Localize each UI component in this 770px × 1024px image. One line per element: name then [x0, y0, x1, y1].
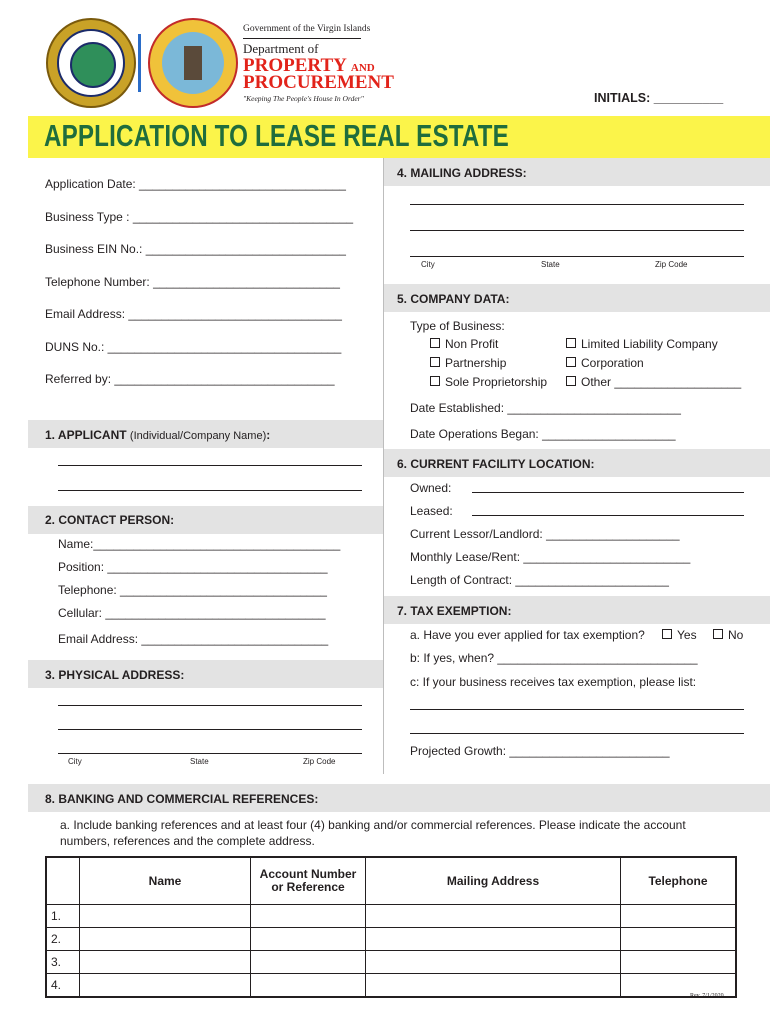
contact-position-field[interactable]: Position: _________________________________ — [58, 560, 328, 574]
tagline: "Keeping The People's House In Order" — [243, 94, 364, 103]
physical-line-3[interactable] — [58, 753, 362, 754]
projected-growth-field[interactable]: Projected Growth: ________________________ — [410, 744, 670, 758]
row-number: 4. — [46, 974, 80, 998]
contact-email-field[interactable]: Email Address: ____________________________ — [58, 632, 329, 646]
table-row — [46, 974, 736, 998]
date-operations-began-field[interactable]: Date Operations Began: ____________________ — [410, 427, 676, 441]
row-number: 1. — [46, 905, 80, 928]
physical-line-1[interactable] — [58, 705, 362, 706]
physical-heading: 3. PHYSICAL ADDRESS: — [45, 668, 185, 682]
banking-instruction-1: a. Include banking references and at least four (4) banking and/or commercial references. Please indicate the account — [60, 818, 686, 832]
applicant-line-2[interactable] — [58, 490, 362, 491]
option-llc[interactable]: Limited Liability Company — [566, 337, 718, 351]
address-cell[interactable] — [366, 951, 621, 974]
checkbox[interactable] — [566, 338, 576, 348]
revision-label: Rev. 7/1/2020 — [690, 993, 724, 999]
telephone-header: Telephone — [621, 857, 737, 905]
business-ein-field[interactable]: Business EIN No.: ______________________________ — [45, 242, 346, 256]
facility-heading: 6. CURRENT FACILITY LOCATION: — [397, 457, 595, 471]
checkbox[interactable] — [713, 629, 723, 639]
address-cell[interactable] — [366, 974, 621, 998]
referred-by-field[interactable]: Referred by: _________________________________ — [45, 372, 335, 386]
tax-yes-option[interactable]: Yes — [662, 628, 697, 642]
account-cell[interactable] — [251, 928, 366, 951]
contact-name-field[interactable]: Name:_____________________________________ — [58, 537, 341, 551]
telephone-cell[interactable] — [621, 928, 737, 951]
name-cell[interactable] — [80, 974, 251, 998]
name-cell[interactable] — [80, 951, 251, 974]
leased-label: Leased: — [410, 504, 453, 518]
account-cell[interactable] — [251, 974, 366, 998]
applicant-heading: 1. APPLICANT (Individual/Company Name): — [45, 428, 271, 442]
leased-line[interactable] — [472, 515, 744, 516]
name-cell[interactable] — [80, 905, 251, 928]
option-partnership[interactable]: Partnership — [430, 356, 506, 370]
owned-label: Owned: — [410, 481, 452, 495]
table-row — [46, 928, 736, 951]
email-address-field[interactable]: Email Address: ________________________________ — [45, 307, 342, 321]
address-cell[interactable] — [366, 905, 621, 928]
application-date-field[interactable]: Application Date: _______________________________ — [45, 177, 346, 191]
page-title: APPLICATION TO LEASE REAL ESTATE — [44, 118, 509, 153]
name-header: Name — [80, 857, 251, 905]
option-non-profit[interactable]: Non Profit — [430, 337, 498, 351]
table-header-row — [46, 857, 736, 905]
duns-field[interactable]: DUNS No.: ___________________________________ — [45, 340, 342, 354]
mailing-line-2[interactable] — [410, 230, 744, 231]
monthly-rent-field[interactable]: Monthly Lease/Rent: _________________________ — [410, 550, 691, 564]
physical-line-2[interactable] — [58, 729, 362, 730]
mailing-line-1[interactable] — [410, 204, 744, 205]
type-of-business-label: Type of Business: — [410, 319, 505, 333]
checkbox[interactable] — [430, 357, 440, 367]
mailing-heading: 4. MAILING ADDRESS: — [397, 166, 527, 180]
date-established-field[interactable]: Date Established: __________________________ — [410, 401, 681, 415]
government-text: Government of the Virgin Islands — [243, 24, 371, 34]
table-row — [46, 951, 736, 974]
tax-list-line-2[interactable] — [410, 733, 744, 734]
virgin-islands-seal-logo — [46, 18, 136, 108]
initials-field[interactable]: INITIALS: __________ — [594, 91, 724, 105]
references-table — [45, 856, 737, 998]
business-type-field[interactable]: Business Type : _________________________________ — [45, 210, 354, 224]
mailing-state-label: State — [541, 260, 560, 269]
tax-heading: 7. TAX EXEMPTION: — [397, 604, 512, 618]
department-seal-logo — [148, 18, 238, 108]
logo-divider — [138, 34, 141, 92]
contact-heading: 2. CONTACT PERSON: — [45, 513, 175, 527]
department-text: Department of — [243, 41, 319, 56]
telephone-cell[interactable] — [621, 951, 737, 974]
tax-list-line-1[interactable] — [410, 709, 744, 710]
physical-state-label: State — [190, 757, 209, 766]
option-corporation[interactable]: Corporation — [566, 356, 644, 370]
option-other[interactable]: Other ___________________ — [566, 375, 741, 389]
address-cell[interactable] — [366, 928, 621, 951]
table-row — [46, 905, 736, 928]
mailing-address-header: Mailing Address — [366, 857, 621, 905]
row-number: 2. — [46, 928, 80, 951]
checkbox[interactable] — [566, 357, 576, 367]
tax-question-a: a. Have you ever applied for tax exemption? — [410, 628, 645, 642]
owned-line[interactable] — [472, 492, 744, 493]
checkbox[interactable] — [566, 376, 576, 386]
current-lessor-field[interactable]: Current Lessor/Landlord: ____________________ — [410, 527, 680, 541]
row-number: 3. — [46, 951, 80, 974]
tax-question-c: c: If your business receives tax exemption, please list: — [410, 675, 697, 689]
option-sole-proprietorship[interactable]: Sole Proprietorship — [430, 375, 547, 389]
header-rule — [243, 38, 361, 39]
telephone-cell[interactable] — [621, 905, 737, 928]
account-cell[interactable] — [251, 951, 366, 974]
procurement-text: PROCUREMENT — [243, 72, 394, 93]
property-text: PROPERTY AND — [243, 55, 375, 76]
tax-no-option[interactable]: No — [713, 628, 743, 642]
checkbox[interactable] — [430, 338, 440, 348]
applicant-line-1[interactable] — [58, 465, 362, 466]
account-cell[interactable] — [251, 905, 366, 928]
and-text: AND — [350, 62, 375, 74]
physical-zip-label: Zip Code — [303, 757, 336, 766]
checkbox[interactable] — [662, 629, 672, 639]
length-of-contract-field[interactable]: Length of Contract: _______________________ — [410, 573, 669, 587]
contact-telephone-field[interactable]: Telephone: _______________________________ — [58, 583, 327, 597]
banking-instruction-2: numbers, references and the complete address. — [60, 834, 315, 848]
name-cell[interactable] — [80, 928, 251, 951]
index-header — [46, 857, 80, 905]
mailing-line-3[interactable] — [410, 256, 744, 257]
telephone-number-field[interactable]: Telephone Number: ____________________________ — [45, 275, 340, 289]
mailing-city-label: City — [421, 260, 435, 269]
mailing-zip-label: Zip Code — [655, 260, 688, 269]
checkbox[interactable] — [430, 376, 440, 386]
company-heading: 5. COMPANY DATA: — [397, 292, 510, 306]
account-header: Account Number or Reference — [251, 857, 366, 905]
tax-when-field[interactable]: b: If yes, when? ______________________________ — [410, 651, 698, 665]
physical-city-label: City — [68, 757, 82, 766]
contact-cellular-field[interactable]: Cellular: _________________________________ — [58, 606, 326, 620]
banking-heading: 8. BANKING AND COMMERCIAL REFERENCES: — [45, 792, 319, 806]
